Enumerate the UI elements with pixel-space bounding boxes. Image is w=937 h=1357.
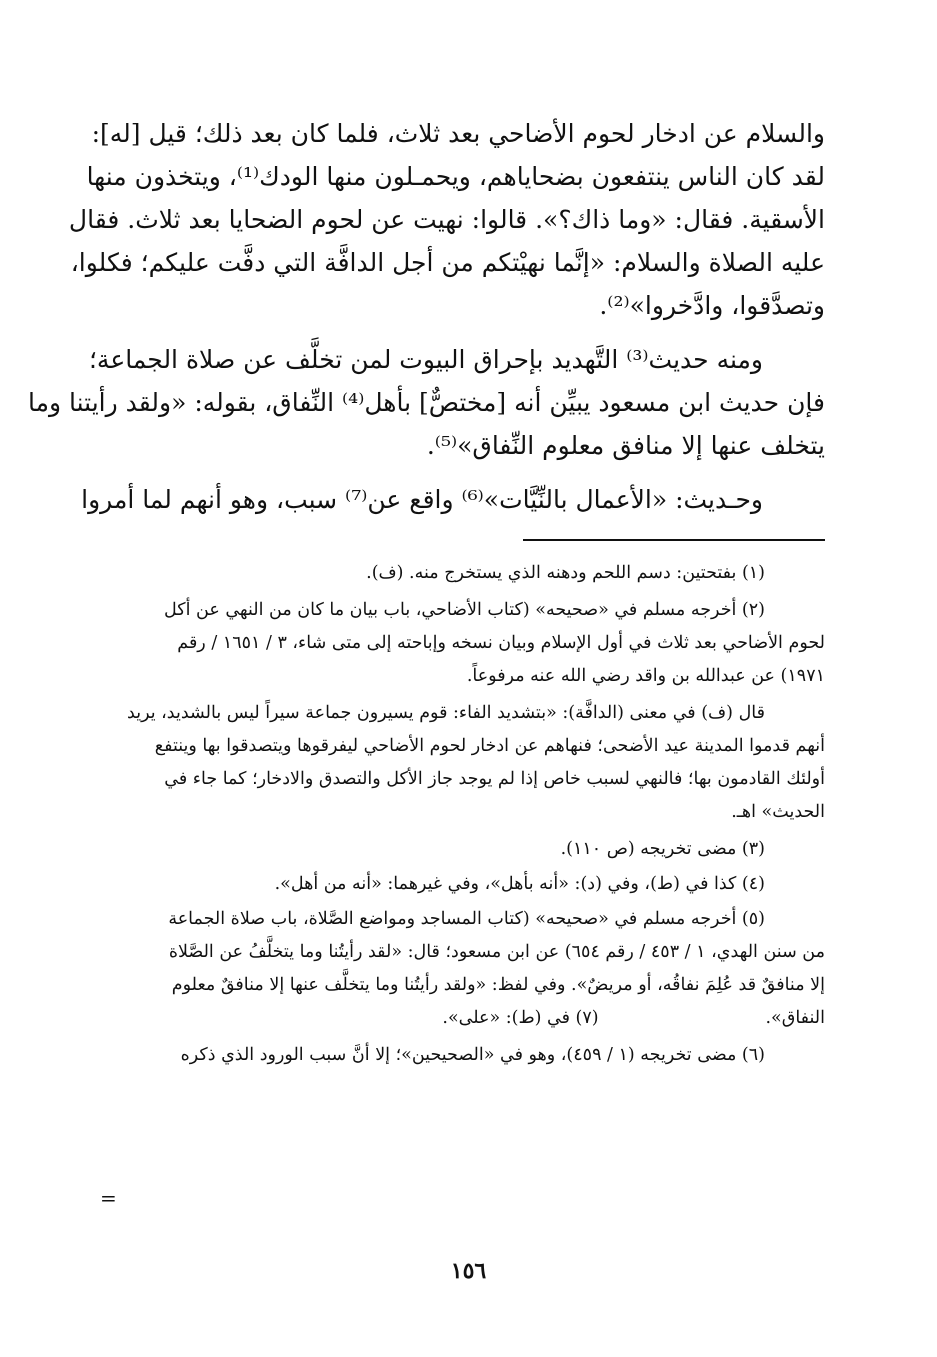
continuation-mark: = bbox=[100, 1186, 117, 1210]
footnote-line: الحديث» اهـ. bbox=[731, 802, 825, 822]
footnote-line: (٤) كذا في (ط)، وفي (د): «أنه بأهل»، وفي غيرهما: «أنه من أهل». bbox=[274, 874, 765, 894]
text-line: لقد كان الناس ينتفعون بضحاياهم، ويحمـلون منها الودك⁽¹⁾، ويتخذون منها bbox=[86, 162, 825, 191]
text-line: عليه الصلاة والسلام: «إنَّما نهيْتكم من أجل الدافَّة التي دفَّت عليكم؛ فكلوا، bbox=[70, 248, 825, 277]
paragraph bbox=[27, 338, 825, 467]
footnote-line: أولئك القادمون بها؛ فالنهي لسبب خاص إذا لم يوجد جاز الأكل والتصدق والادخار؛ كما جاء في bbox=[164, 769, 825, 789]
text-line: فإن حديث ابن مسعود يبيِّن أنه [مختصٌّ] بأهل⁽⁴⁾ النِّفاق، بقوله: «ولقد رأيتنا وما bbox=[27, 388, 825, 417]
footnote-line: أنهم قدموا المدينة عيد الأضحى؛ فنهاهم عن ادخار لحوم الأضاحي ليفرقوها ويتصدقوا بها وينتفع bbox=[154, 736, 825, 756]
footnote-line: لحوم الأضاحي بعد ثلاث في أول الإسلام وبيان نسخه وإباحته إلى متى شاء، ٣ / ١٦٥١ / رقم bbox=[177, 633, 825, 653]
footnote bbox=[100, 557, 825, 590]
footnote-line: (١) بفتحتين: دسم اللحم ودهنه الذي يستخرج منه. (ف). bbox=[366, 563, 765, 583]
paragraph bbox=[68, 112, 825, 327]
footnote-line: (٥) أخرجه مسلم في «صحيحه» (كتاب المساجد ومواضع الصَّلاة، باب صلاة الجماعة bbox=[168, 909, 765, 929]
footnote-line: النفاق». (٧) في (ط): «على». bbox=[442, 1008, 825, 1028]
text-line: والسلام عن ادخار لحوم الأضاحي بعد ثلاث، فلما كان بعد ذلك؛ قيل [له]: bbox=[91, 119, 825, 148]
footnote bbox=[100, 868, 825, 901]
footnote bbox=[100, 1039, 825, 1072]
text-line: الأسقية. فقال: «وما ذاك؟». قالوا: نهيت عن لحوم الضحايا بعد ثلاث. فقال bbox=[68, 205, 825, 234]
footnote bbox=[100, 594, 825, 693]
footnote bbox=[100, 833, 825, 866]
footnote bbox=[100, 903, 825, 1035]
main-text bbox=[27, 112, 825, 521]
book-page bbox=[27, 112, 825, 1076]
text-line: يتخلف عنها إلا منافق معلوم النِّفاق»⁽⁵⁾. bbox=[426, 431, 825, 460]
footnote bbox=[100, 697, 825, 829]
footnote-line: قال (ف) في معنى (الدافَّة): «بتشديد الفاء: قوم يسيرون جماعة سيراً ليس بالشديد، يريد bbox=[127, 703, 765, 723]
footnote-separator bbox=[523, 539, 825, 541]
text-line: وتصدَّقوا، وادَّخروا»⁽²⁾. bbox=[599, 291, 825, 320]
text-line: ومنه حديث⁽³⁾ التَّهديد بإحراق البيوت لمن تخلَّف عن صلاة الجماعة؛ bbox=[88, 345, 763, 374]
footnote-line: ١٩٧١) عن عبدالله بن واقد رضي الله عنه مرفوعاً. bbox=[466, 666, 825, 686]
footnote-line: إلا منافقٌ قد عُلِمَ نفاقُه، أو مريضٌ». وفي لفظ: «ولقد رأيتُنا وما يتخلَّف عنها إلا منافقٌ معلوم bbox=[171, 975, 825, 995]
text-line: وحـديث: «الأعمال بالنِّيَّات»⁽⁶⁾ واقع عن⁽⁷⁾ سبب، وهو أنهم لما أمروا bbox=[81, 485, 763, 514]
footnote-line: (٦) مضى تخريجه (١ / ٤٥٩)، وهو في «الصحيحين»؛ إلا أنَّ سبب الورود الذي ذكره bbox=[180, 1045, 765, 1065]
paragraph bbox=[81, 478, 825, 521]
page-number: ١٥٦ bbox=[450, 1258, 487, 1284]
footnotes bbox=[100, 557, 825, 1072]
footnote-line: (٣) مضى تخريجه (ص ١١٠). bbox=[560, 839, 765, 859]
footnote-line: من سنن الهدي، ١ / ٤٥٣ / رقم ٦٥٤) عن ابن مسعود؛ قال: «لقد رأيتُنا وما يتخلَّفُ عن الصَّلاة bbox=[168, 942, 825, 962]
footnote-line: (٢) أخرجه مسلم في «صحيحه» (كتاب الأضاحي، باب بيان ما كان من النهي عن أكل bbox=[164, 600, 765, 620]
